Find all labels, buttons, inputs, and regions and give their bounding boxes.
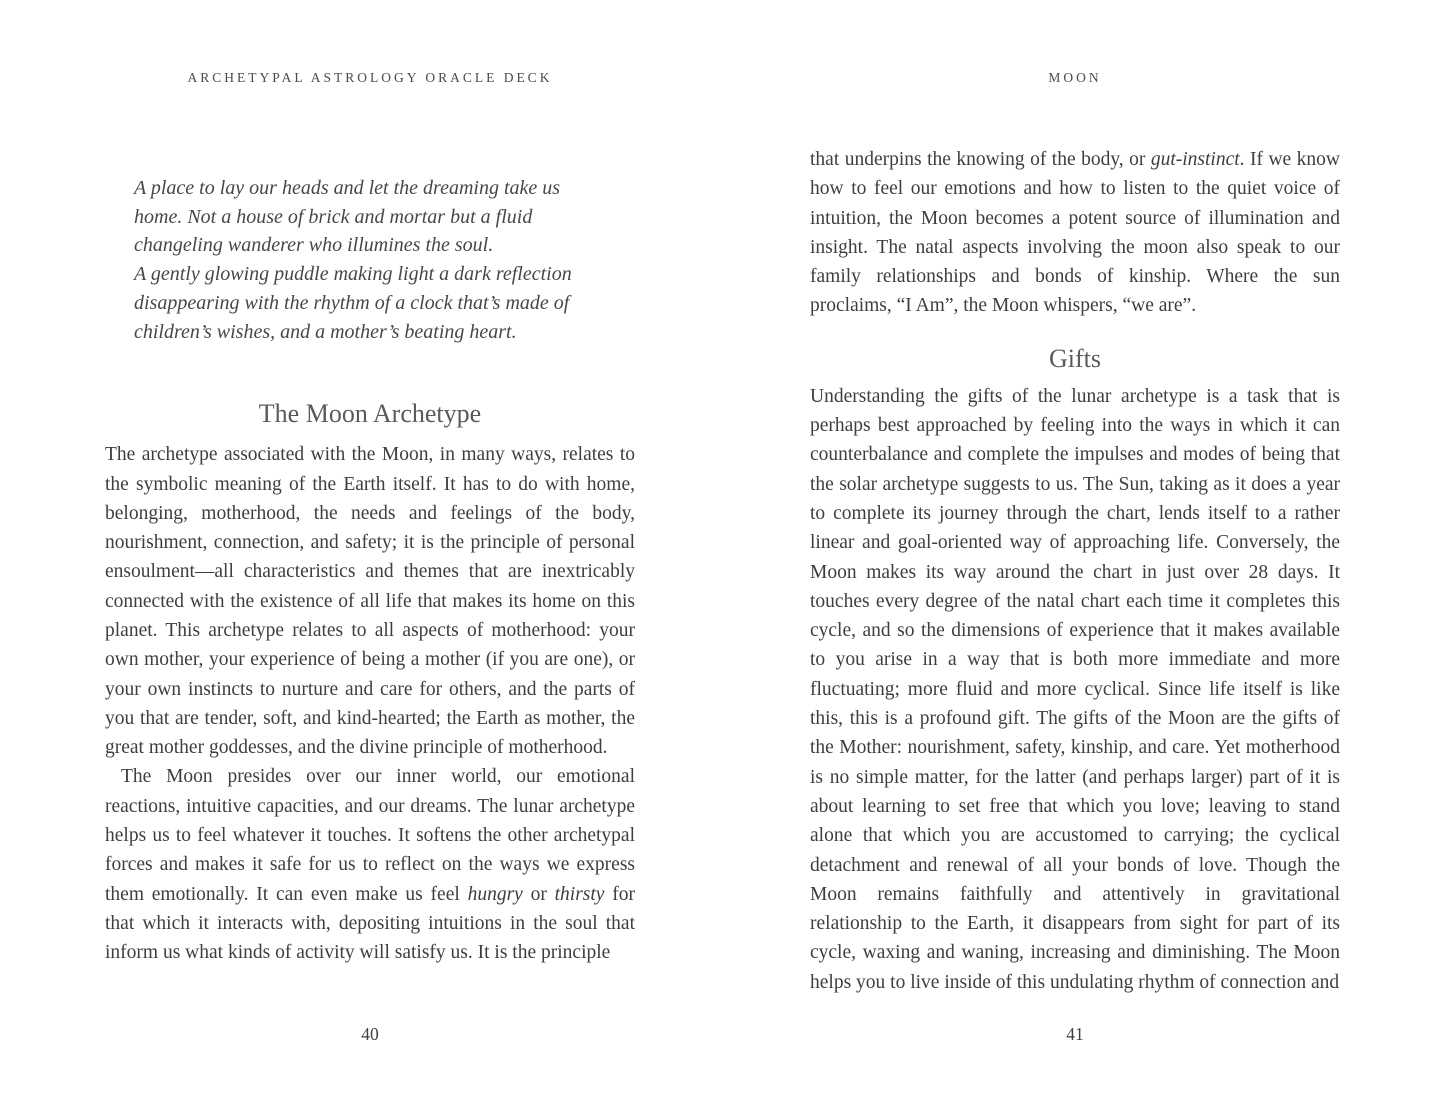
epigraph	[134, 174, 635, 346]
moon-archetype-paragraph-1: The archetype associated with the Moon, in many ways, relates to the symbolic meaning of the Earth itself. It has to do with home, belonging, motherhood, the needs and feelings of the body, nourishment, connection, and safety; it is the principle of personal ensoulment—all characteristics and themes that are inextricably connected with the existence of all life that makes its home on this planet. This archetype relates to all aspects of motherhood: your own mother, your experience of being a mother (if you are one), or your own instincts to nurture and care for others, and the parts of you that are tender, soft, and kind-hearted; the Earth as mother, the great mother goddesses, and the divine principle of motherhood.	[105, 444, 635, 759]
running-head-right: MOON	[1048, 70, 1102, 85]
page-number-left: 40	[361, 1024, 379, 1044]
epigraph-line: disappearing with the rhythm of a clock that’s made of	[134, 291, 570, 314]
gifts-paragraph-1: Understanding the gifts of the lunar archetype is a task that is perhaps best approached by feeling into the ways in which it can counterbalance and complete the impulses and modes of being that the solar archetype suggests to us. The Sun, taking as it does a year to complete its journey through the chart, lends itself to a rather linear and goal-oriented way of approaching life. Conversely, the Moon makes its way around the chart in just over 28 days. It touches every degree of the natal chart each time it completes this cycle, and so the dimensions of experience that it makes available to you arise in a way that is both more immediate and more fluctuating; more fluid and more cyclical. Since life itself is like this, this is a profound gift. The gifts of the Moon are the gifts of the Mother: nourishment, safety, kinship, and care. Yet motherhood is no simple matter, for the latter (and perhaps larger) part of it is about learning to set free that which you love; leaving to stand alone that which you are accustomed to carrying; the cyclical detachment and renewal of all your bonds of love. Though the Moon remains faithfully and attentively in gravitational relationship to the Earth, it disappears from sight for part of its cycle, waxing and waning, increasing and diminishing. The Moon helps you to live inside of this undulating rhythm of connection and	[810, 385, 1340, 993]
epigraph-line: changeling wanderer who illumines the soul.	[134, 234, 494, 257]
page-left	[105, 0, 635, 1111]
body-text-right-bottom	[810, 382, 1340, 997]
section-heading-gifts: Gifts	[1049, 343, 1101, 373]
epigraph-line: children’s wishes, and a mother’s beating heart.	[134, 320, 517, 343]
moon-archetype-paragraph-continued: that underpins the knowing of the body, or gut-instinct. If we know how to feel our emotions and how to listen to the quiet voice of intuition, the Moon becomes a potent source of illumination and insight. The natal aspects involving the moon also speak to our family relationships and bonds of kinship. Where the sun proclaims, “I Am”, the Moon whispers, “we are”.	[810, 149, 1340, 317]
body-text-right-top	[810, 145, 1340, 321]
epigraph-line: home. Not a house of brick and mortar but a fluid	[134, 205, 533, 228]
page-right	[810, 0, 1340, 1111]
epigraph-line: A gently glowing puddle making light a dark reflection	[134, 263, 572, 286]
epigraph-line: A place to lay our heads and let the dreaming take us	[134, 177, 561, 199]
page-number-right: 41	[1066, 1024, 1084, 1044]
moon-archetype-paragraph-2: The Moon presides over our inner world, our emotional reactions, intuitive capacities, and our dreams. The lunar archetype helps us to feel whatever it touches. It softens the other archetypal forces and makes it safe for us to reflect on the ways we express them emotionally. It can even make us feel hungry or thirsty for that which it interacts with, depositing intuitions in the soul that inform us what kinds of activity will satisfy us. It is the principle	[105, 766, 635, 964]
running-head-left: ARCHETYPAL ASTROLOGY ORACLE DECK	[187, 70, 553, 85]
section-heading-moon-archetype: The Moon Archetype	[258, 399, 482, 429]
body-text-left	[105, 440, 635, 967]
